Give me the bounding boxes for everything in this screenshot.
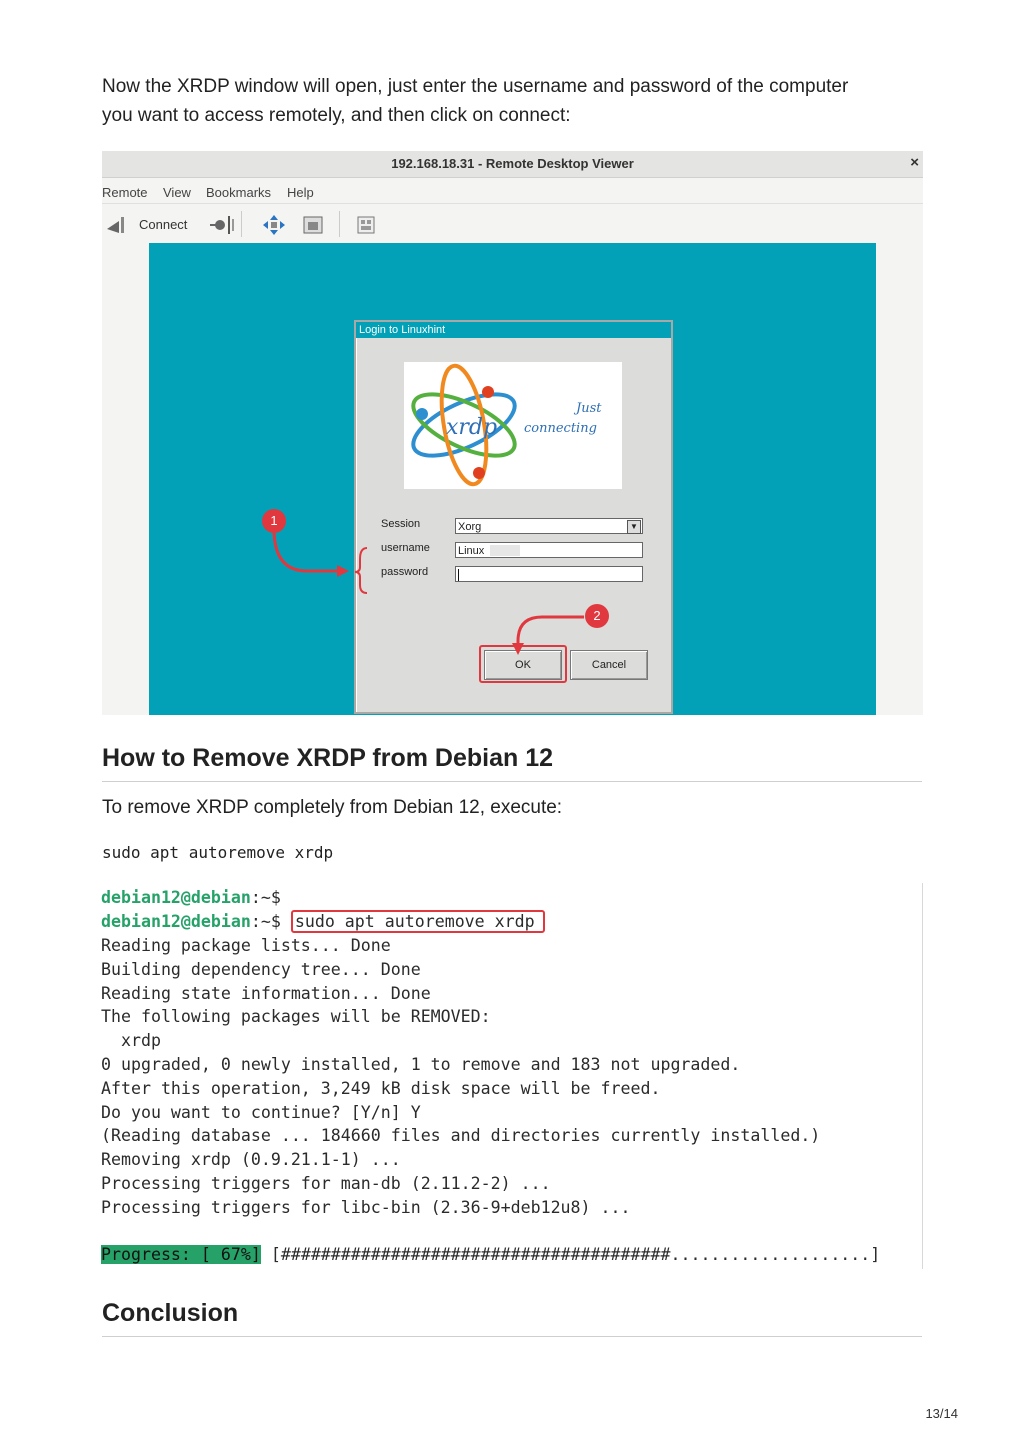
close-icon[interactable]: × — [910, 154, 919, 171]
terminal-screenshot — [101, 883, 923, 1269]
callout-badge-2: 2 — [585, 604, 609, 628]
terminal-prompt: debian12@debian — [101, 888, 251, 907]
remove-instruction: To remove XRDP completely from Debian 12, execute: — [102, 797, 563, 818]
logo-just: Just — [576, 401, 602, 416]
terminal-progress-line — [101, 1245, 880, 1264]
terminal-line — [101, 912, 545, 931]
terminal-output-line: The following packages will be REMOVED: — [101, 1007, 491, 1026]
prompt-suffix: :~$ — [250, 912, 281, 931]
section-heading-conclusion: Conclusion — [102, 1299, 922, 1337]
annotation-arrow-2 — [518, 617, 584, 643]
annotation-arrowhead-2 — [512, 643, 524, 655]
remove-command: sudo apt autoremove xrdp — [102, 843, 334, 862]
menu-bookmarks[interactable]: Bookmarks — [206, 185, 272, 200]
username-label: username — [381, 542, 430, 554]
terminal-command: sudo apt autoremove xrdp — [291, 910, 545, 933]
ok-button[interactable]: OK — [484, 650, 562, 680]
terminal-output-line: Reading state information... Done — [101, 984, 431, 1003]
menu-remote[interactable]: Remote — [102, 185, 148, 200]
intro-line-2: you want to access remotely, and then click on connect: — [102, 105, 571, 126]
intro-paragraph — [102, 72, 922, 130]
session-value: Xorg — [458, 521, 482, 533]
progress-bar: [#######################################....................] — [270, 1245, 881, 1264]
terminal-output-line: After this operation, 3,249 kB disk space will be freed. — [101, 1079, 661, 1098]
terminal-output-line: Reading package lists... Done — [101, 936, 391, 955]
terminal-line — [101, 888, 281, 907]
intro-line-1: Now the XRDP window will open, just enter the username and password of the computer — [102, 76, 849, 97]
terminal-output-line: 0 upgraded, 0 newly installed, 1 to remove and 183 not upgraded. — [101, 1055, 741, 1074]
connect-button[interactable]: Connect — [139, 217, 188, 232]
annotation-layer — [102, 151, 923, 715]
terminal-output-line: xrdp — [101, 1031, 161, 1050]
cancel-button[interactable]: Cancel — [570, 650, 648, 680]
username-value: Linux — [458, 545, 485, 557]
progress-label: Progress: [ 67%] — [101, 1245, 261, 1264]
annotation-arrow-1 — [274, 529, 337, 571]
menu-view[interactable]: View — [163, 185, 191, 200]
terminal-output-line: Processing triggers for libc-bin (2.36-9+deb12u8) ... — [101, 1198, 631, 1217]
terminal-output-line: Processing triggers for man-db (2.11.2-2) ... — [101, 1174, 551, 1193]
remote-desktop-viewer-screenshot — [102, 151, 923, 715]
password-label: password — [381, 566, 429, 578]
chevron-down-icon[interactable]: ▼ — [627, 520, 641, 534]
dialog-title: Login to Linuxhint — [356, 322, 671, 338]
terminal-prompt: debian12@debian — [101, 912, 251, 931]
logo-connecting: connecting — [524, 421, 597, 436]
terminal-output-line: Do you want to continue? [Y/n] Y — [101, 1103, 421, 1122]
page-number: 13/14 — [925, 1406, 958, 1421]
annotation-arrowhead-1 — [337, 565, 349, 577]
logo-word: xrdp — [446, 415, 498, 440]
terminal-output-line: (Reading database ... 184660 files and directories currently installed.) — [101, 1126, 821, 1145]
viewer-title: 192.168.18.31 - Remote Desktop Viewer — [391, 156, 634, 171]
terminal-output-line: Removing xrdp (0.9.21.1-1) ... — [101, 1150, 401, 1169]
menu-help[interactable]: Help — [287, 185, 314, 200]
annotation-brace — [355, 548, 367, 593]
callout-badge-1: 1 — [262, 509, 286, 533]
section-heading-remove: How to Remove XRDP from Debian 12 — [102, 744, 922, 782]
prompt-suffix: :~$ — [250, 888, 281, 907]
session-label: Session — [381, 518, 421, 530]
terminal-output-line: Building dependency tree... Done — [101, 960, 421, 979]
